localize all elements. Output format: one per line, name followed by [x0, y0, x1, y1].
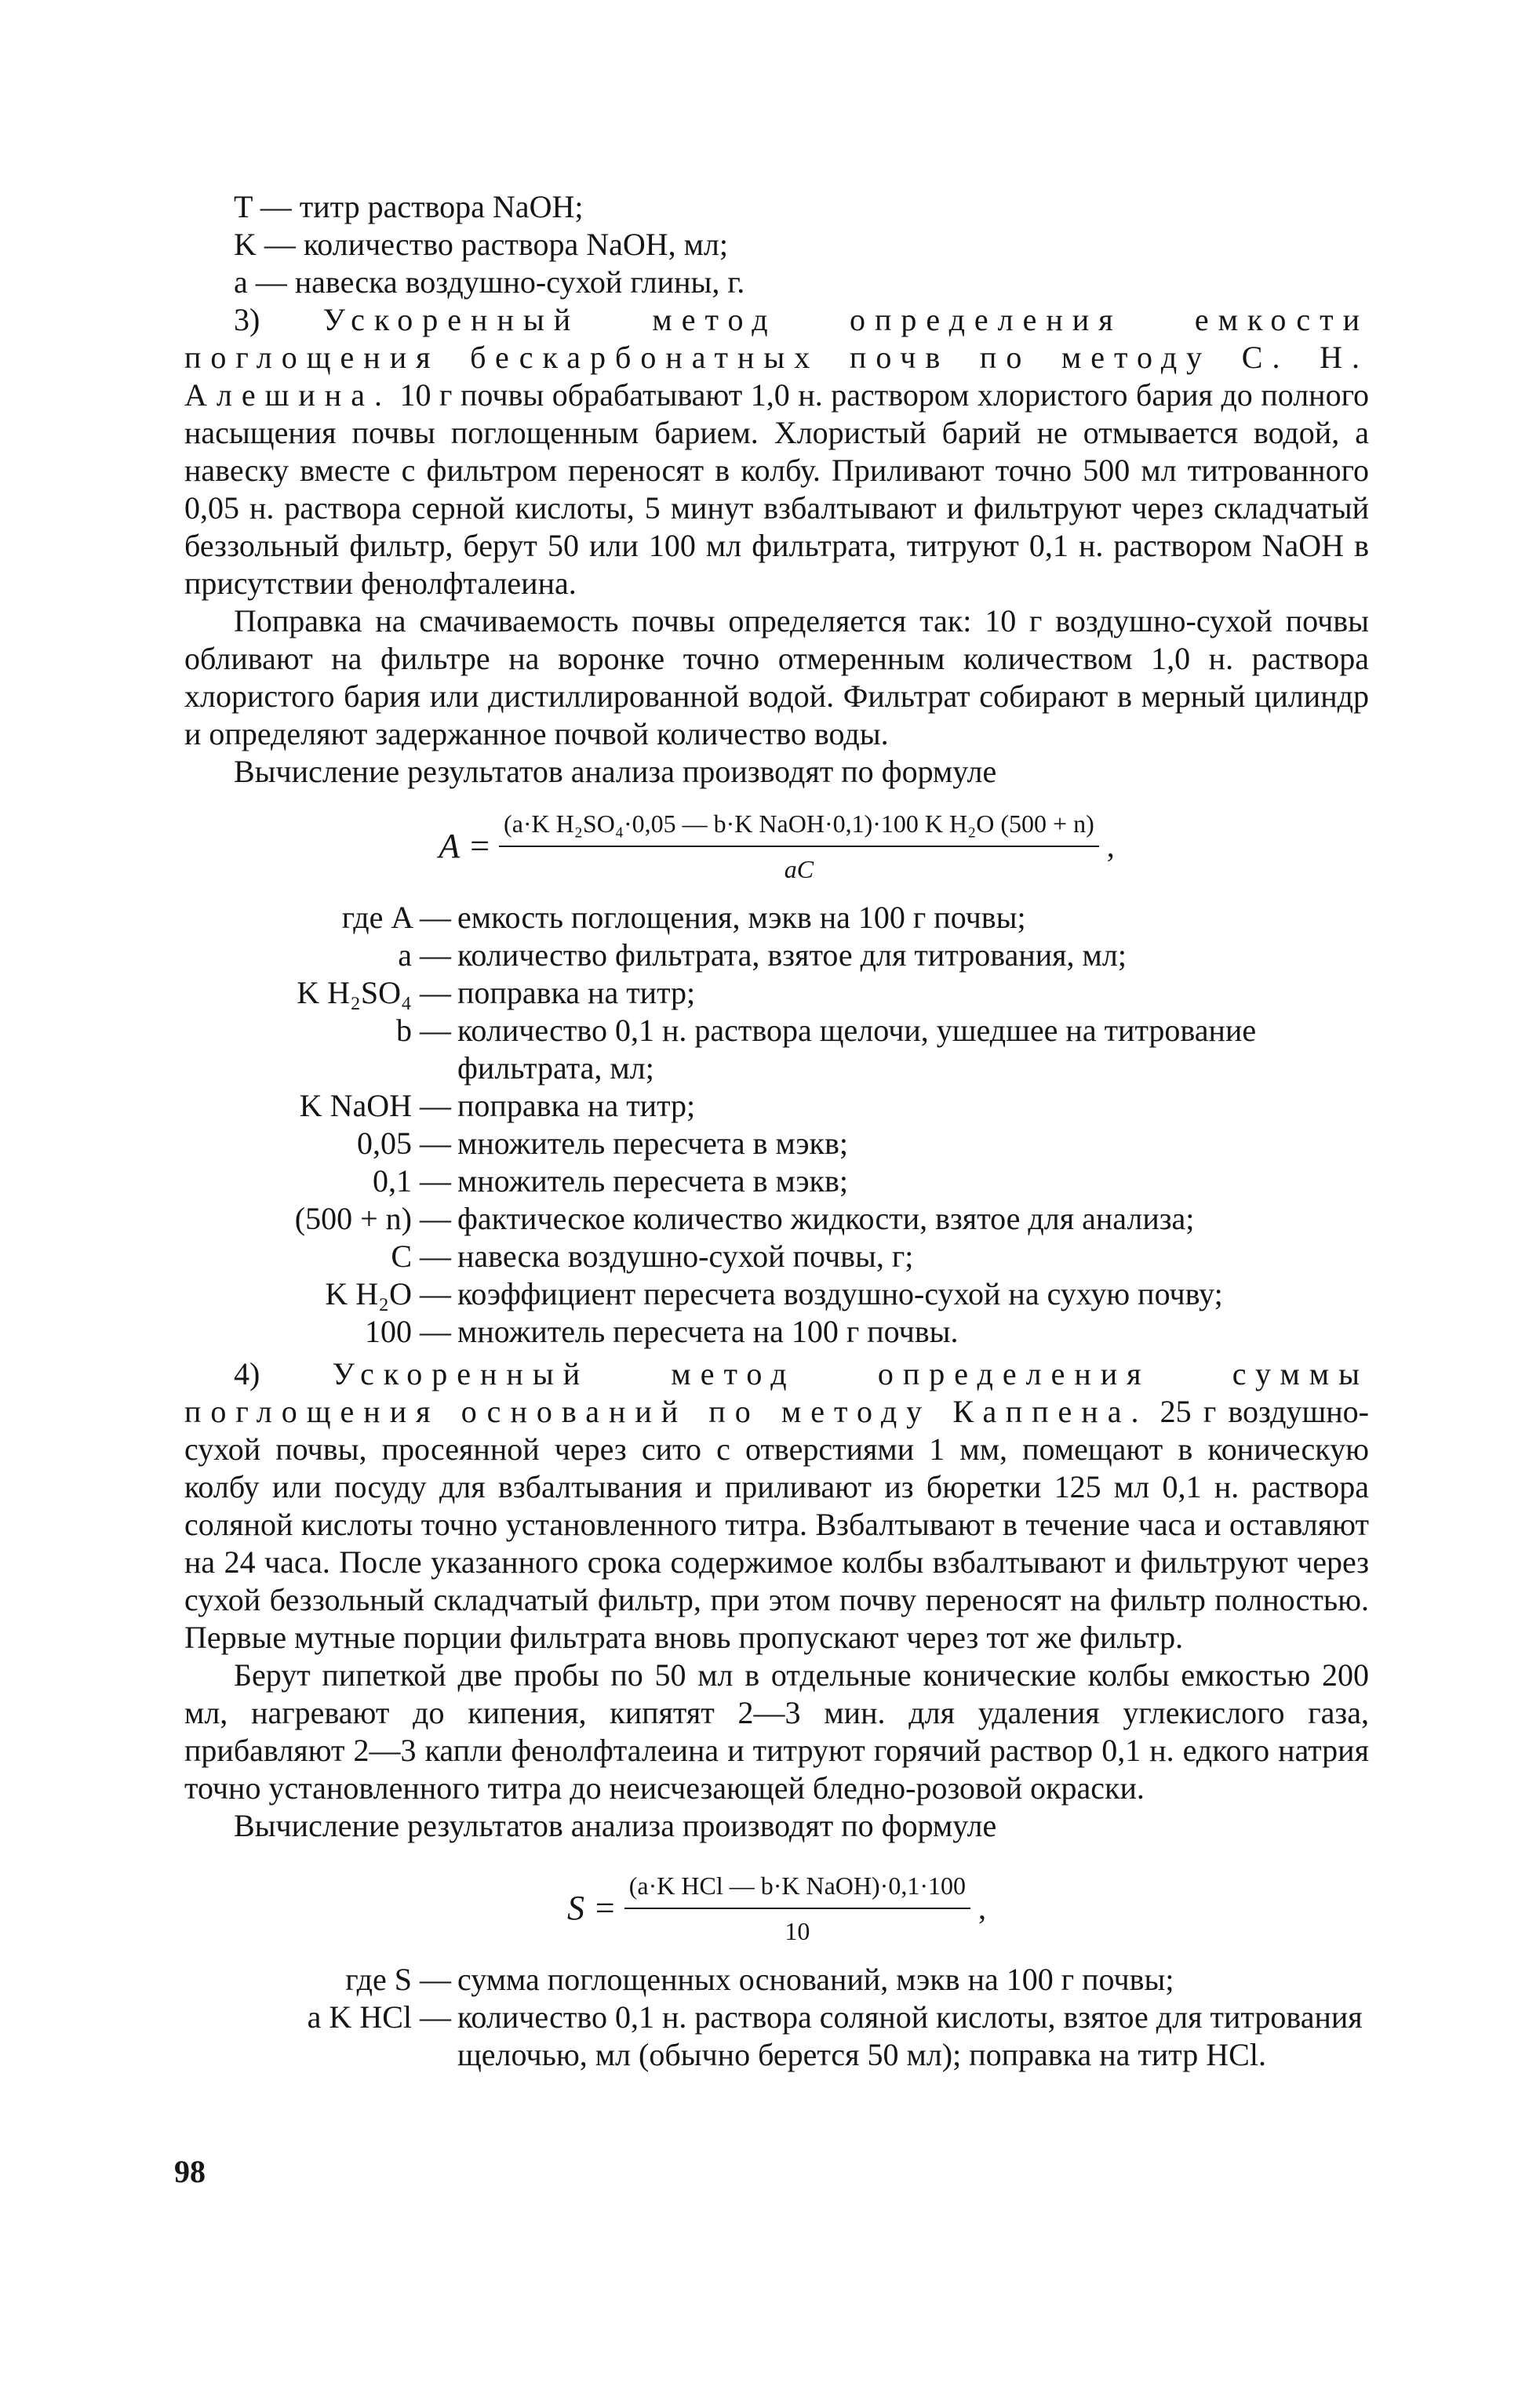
- legend-description: емкость поглощения, мэкв на 100 г почвы;: [457, 900, 1026, 935]
- formula-S-fraction: [624, 1867, 970, 1950]
- formula-S-denominator: 10: [785, 1917, 810, 1945]
- legend-term: где S —: [345, 1962, 451, 1997]
- legend-description: множитель пересчета в мэкв;: [457, 1163, 848, 1199]
- page-text: [184, 188, 1369, 2074]
- legend-row: [184, 1961, 1369, 1999]
- formula-comma: ,: [977, 1890, 986, 1926]
- method3-title: Ускоренный метод определения емкости поглощения бескарбонатных почв по методу С. Н. Алешина.: [184, 302, 1369, 413]
- formula-A: [184, 805, 1369, 888]
- legend-term: 100 —: [365, 1314, 451, 1349]
- legend-description: поправка на титр;: [457, 975, 696, 1010]
- legend-term: 0,05 —: [357, 1126, 451, 1161]
- legend-row: [184, 1200, 1369, 1238]
- legend-term: (500 + n) —: [294, 1201, 451, 1236]
- formula-S: [184, 1867, 1369, 1950]
- calc-intro-2: Вычисление результатов анализа производят по формуле: [234, 1808, 997, 1843]
- legend-row: [184, 937, 1369, 974]
- intro-definitions: [184, 188, 1369, 301]
- legend-term: K H₂O —: [325, 1276, 451, 1311]
- legend-description: сумма поглощенных оснований, мэкв на 100 г почвы;: [457, 1962, 1174, 1997]
- formula-A-fraction: [499, 805, 1099, 888]
- method4-paragraph: [184, 1355, 1369, 1657]
- correction-paragraph: Поправка на смачиваемость почвы определяется так: 10 г воздушно-сухой почвы обливают на фильтре на воронке точно отмеренным количеством 1,0 н. раствора хлористого бария или дистиллированной водой. Фильтрат собирают в мерный цилиндр и определяют задержанное почвой количество воды.: [184, 603, 1369, 751]
- formula-comma: ,: [1106, 828, 1115, 864]
- intro-def-line: a — навеска воздушно-сухой глины, г.: [234, 264, 745, 300]
- legend-term: K H₂SO₄ —: [297, 975, 451, 1010]
- formula-S-numerator: (a·K HCl — b·K NaOH)·0,1·100: [624, 1867, 970, 1909]
- pipette-paragraph: Берут пипеткой две пробы по 50 мл в отдельные конические колбы емкостью 200 мл, нагревают до кипения, кипятят 2—3 мин. для удаления углекислого газа, прибавляют 2—3 капли фенолфталеина и титруют горячий раствор 0,1 н. едкого натрия точно установленного титра до неисчезающей бледно-розовой окраски.: [184, 1657, 1369, 1806]
- legend-description: количество 0,1 н. раствора соляной кислоты, взятое для титрования щелочью, мл (обычно берется 50 мл); поправка на титр HCl.: [457, 1999, 1363, 2072]
- page-number: 98: [174, 2154, 206, 2189]
- legend-term: a —: [398, 937, 451, 973]
- method3-body: 10 г почвы обрабатывают 1,0 н. раствором хлористого бария до полного насыщения почвы поглощенным барием. Хлористый барий не отмывается водой, а навеску вместе с фильтром переносят в колбу. Приливают точно 500 мл титрованного 0,05 н. раствора серной кислоты, 5 минут взбалтывают и фильтруют через складчатый беззольный фильтр, берут 50 или 100 мл фильтрата, титруют 0,1 н. раствором NaOH в присутствии фенолфталеина.: [184, 377, 1369, 601]
- legend-description: фактическое количество жидкости, взятое для анализа;: [457, 1201, 1195, 1236]
- legend-row: [184, 1012, 1369, 1087]
- legend-row: [184, 1238, 1369, 1275]
- legend-term: b —: [396, 1013, 451, 1048]
- method4-body: 25 г воздушно-сухой почвы, просеянной через сито с отверстиями 1 мм, помещают в коническую колбу или посуду для взбалтывания и приливают из бюретки 125 мл 0,1 н. раствора соляной кислоты точно установленного титра. Взбалтывают в течение часа и оставляют на 24 часа. После указанного срока содержимое колбы взбалтывают и фильтруют через сухой беззольный складчатый фильтр, при этом почву переносят на фильтр полностью. Первые мутные порции фильтрата вновь пропускают через тот же фильтр.: [184, 1394, 1369, 1655]
- legend-row: [184, 1275, 1369, 1313]
- intro-def-line: T — титр раствора NaOH;: [234, 189, 584, 224]
- legend-row: [184, 974, 1369, 1012]
- method4-title: Ускоренный метод определения суммы поглощения оснований по методу Каппена.: [184, 1356, 1369, 1429]
- intro-def-line: K — количество раствора NaOH, мл;: [234, 227, 728, 262]
- legend-term: 0,1 —: [373, 1163, 451, 1199]
- legend-description: множитель пересчета в мэкв;: [457, 1126, 848, 1161]
- method3-paragraph: [184, 301, 1369, 602]
- calc-intro-1: Вычисление результатов анализа производят по формуле: [234, 754, 997, 789]
- method4-number: 4): [234, 1356, 260, 1391]
- legend-row: [184, 1162, 1369, 1200]
- formula-S-lhs: S =: [567, 1889, 617, 1927]
- legend-description: навеска воздушно-сухой почвы, г;: [457, 1239, 914, 1274]
- legend-description: количество 0,1 н. раствора щелочи, ушедшее на титрование фильтрата, мл;: [457, 1013, 1257, 1086]
- method3-number: 3): [234, 302, 260, 337]
- legend-term: где A —: [341, 900, 451, 935]
- legend-description: множитель пересчета на 100 г почвы.: [457, 1314, 959, 1349]
- legend-description: количество фильтрата, взятое для титрования, мл;: [457, 937, 1127, 973]
- legend-row: [184, 1125, 1369, 1162]
- legend-description: поправка на титр;: [457, 1088, 696, 1123]
- formula-S-legend: [184, 1961, 1369, 2074]
- legend-row: [184, 899, 1369, 937]
- formula-A-legend: [184, 899, 1369, 1351]
- formula-A-denominator: aC: [784, 855, 814, 883]
- legend-row: [184, 1087, 1369, 1125]
- legend-term: K NaOH —: [299, 1088, 451, 1123]
- legend-description: коэффициент пересчета воздушно-сухой на сухую почву;: [457, 1276, 1223, 1311]
- legend-term: a K HCl —: [307, 1999, 451, 2035]
- legend-row: [184, 1999, 1369, 2074]
- legend-term: C —: [391, 1239, 451, 1274]
- formula-A-lhs: A =: [439, 827, 492, 865]
- legend-row: [184, 1313, 1369, 1351]
- formula-A-numerator: (a·K H₂SO₄·0,05 — b·K NaOH·0,1)·100 K H₂O (500 + n): [499, 805, 1099, 847]
